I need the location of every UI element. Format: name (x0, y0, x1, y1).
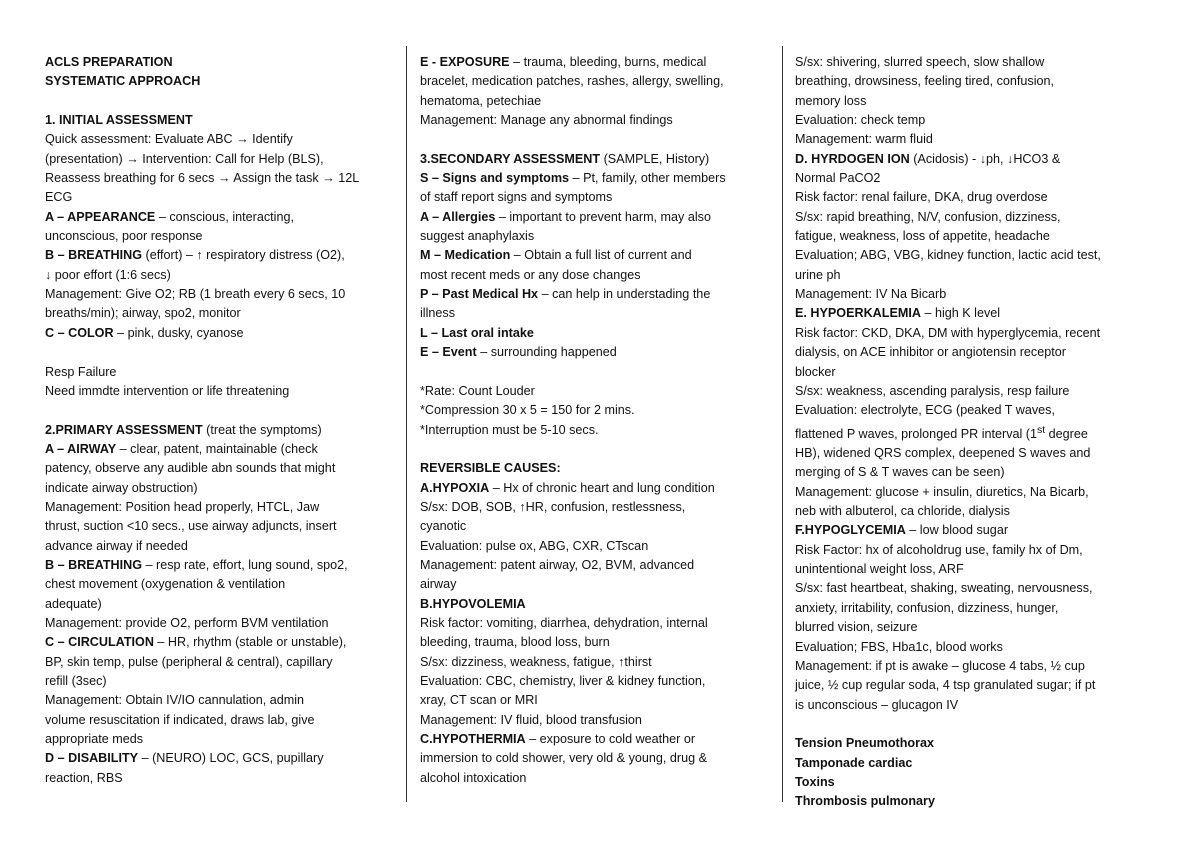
text-line (795, 130, 1155, 149)
text-segment: xray, CT scan or MRI (420, 693, 538, 708)
bold-heading: A – AIRWAY (45, 441, 117, 456)
text-line (45, 711, 397, 730)
text-segment: – high K level (920, 306, 1001, 321)
text-line (45, 575, 397, 594)
text-line (45, 595, 397, 614)
bold-heading: C – COLOR (45, 325, 114, 340)
bold-heading: E – Event (420, 345, 477, 360)
text-segment: (treat the symptoms) (202, 422, 322, 437)
text-segment: S/sx: dizziness, weakness, fatigue, ↑thirst (420, 654, 652, 669)
text-line (420, 150, 778, 169)
text-line (795, 696, 1155, 715)
text-segment: Management: if pt is awake – glucose 4 tabs, ½ cup (795, 658, 1085, 673)
text-segment: Quick assessment: Evaluate ABC → Identify (45, 132, 293, 147)
text-line (45, 363, 397, 382)
text-line (420, 382, 778, 401)
text-line (420, 324, 778, 343)
text-segment: Need immdte intervention or life threatening (45, 383, 290, 398)
text-segment: – exposure to cold weather or (525, 732, 696, 747)
text-segment: Resp Failure (45, 364, 117, 379)
text-line (795, 676, 1155, 695)
text-line (420, 517, 778, 536)
text-line (795, 579, 1155, 598)
blank-line (420, 130, 778, 149)
text-segment: ECG (45, 190, 73, 205)
blank-line (420, 440, 778, 459)
text-segment: dialysis, on ACE inhibitor or angiotensin receptor (795, 345, 1066, 360)
text-segment: Risk factor: CKD, DKA, DM with hyperglycemia, recent (795, 325, 1101, 340)
text-segment: HB), widened QRS complex, deepened S waves and (795, 446, 1091, 461)
text-segment: – Obtain a full list of current and (510, 248, 692, 263)
text-line (420, 72, 778, 91)
text-line (795, 111, 1155, 130)
text-line (420, 633, 778, 652)
text-line (795, 382, 1155, 401)
text-segment: Management: Obtain IV/IO cannulation, admin (45, 693, 305, 708)
text-line (45, 266, 397, 285)
text-line (795, 304, 1155, 323)
text-line (45, 150, 397, 169)
text-line (45, 188, 397, 207)
text-line (795, 227, 1155, 246)
text-line (45, 537, 397, 556)
text-segment: Evaluation: check temp (795, 113, 926, 128)
text-line (795, 541, 1155, 560)
text-line (420, 246, 778, 265)
text-segment: breaths/min); airway, spo2, monitor (45, 306, 241, 321)
text-line (795, 618, 1155, 637)
text-segment: Evaluation: pulse ox, ABG, CXR, CTscan (420, 538, 649, 553)
text-line (420, 285, 778, 304)
text-line (420, 188, 778, 207)
column-1 (45, 53, 397, 788)
text-line (795, 343, 1155, 362)
text-line (420, 672, 778, 691)
text-line (420, 421, 778, 440)
text-line (795, 285, 1155, 304)
text-segment: degree (1045, 426, 1088, 441)
text-segment: memory loss (795, 93, 867, 108)
blank-line (45, 92, 397, 111)
text-segment: – pink, dusky, cyanose (113, 325, 244, 340)
text-line (795, 150, 1155, 169)
column-divider-2 (782, 46, 783, 802)
text-segment: – important to prevent harm, may also (495, 209, 711, 224)
bold-heading: M – Medication (420, 248, 511, 263)
text-line (420, 749, 778, 768)
text-segment: *Compression 30 x 5 = 150 for 2 mins. (420, 403, 635, 418)
text-line (420, 595, 778, 614)
text-line (420, 691, 778, 710)
text-line (420, 304, 778, 323)
text-line (795, 53, 1155, 72)
text-line (420, 479, 778, 498)
bold-heading: Thrombosis pulmonary (795, 794, 935, 809)
text-line (795, 208, 1155, 227)
text-line (420, 556, 778, 575)
text-segment: Evaluation; FBS, Hba1c, blood works (795, 639, 1003, 654)
text-line (45, 169, 397, 188)
bold-heading: REVERSIBLE CAUSES: (420, 461, 561, 476)
bold-heading: E. HYPOERKALEMIA (795, 306, 921, 321)
bold-heading: Tamponade cardiac (795, 755, 913, 770)
text-segment: Reassess breathing for 6 secs → Assign the task → 12L (45, 171, 360, 186)
text-line (795, 266, 1155, 285)
text-line (420, 575, 778, 594)
text-segment: fatigue, weakness, loss of appetite, headache (795, 229, 1050, 244)
text-line (420, 769, 778, 788)
text-segment: – (NEURO) LOC, GCS, pupillary (138, 751, 324, 766)
text-line (795, 792, 1155, 811)
text-segment: Management: glucose + insulin, diuretics, Na Bicarb, (795, 484, 1089, 499)
text-segment: unconscious, poor response (45, 229, 203, 244)
bold-heading: B – BREATHING (45, 248, 143, 263)
text-segment: (effort) – ↑ respiratory distress (O2), (142, 248, 345, 263)
text-segment: immersion to cold shower, very old & young, drug & (420, 751, 707, 766)
text-line (45, 653, 397, 672)
text-line (795, 773, 1155, 792)
text-line (420, 459, 778, 478)
text-line (420, 711, 778, 730)
text-line (45, 479, 397, 498)
text-line (795, 169, 1155, 188)
text-segment: anxiety, irritability, confusion, dizziness, hunger, (795, 600, 1059, 615)
bold-heading: B – BREATHING (45, 557, 143, 572)
text-line (795, 502, 1155, 521)
text-line (45, 382, 397, 401)
text-line (795, 363, 1155, 382)
text-line (795, 599, 1155, 618)
text-line (45, 730, 397, 749)
text-line (420, 169, 778, 188)
text-segment: Risk factor: vomiting, diarrhea, dehydration, internal (420, 615, 708, 630)
text-segment: S/sx: DOB, SOB, ↑HR, confusion, restlessness, (420, 499, 686, 514)
bold-heading: S – Signs and symptoms (420, 171, 570, 186)
text-segment: Risk Factor: hx of alcoholdrug use, family hx of Dm, (795, 542, 1083, 557)
text-segment: – resp rate, effort, lung sound, spo2, (142, 557, 348, 572)
text-segment: Management: IV Na Bicarb (795, 287, 947, 302)
text-segment: unintentional weight loss, ARF (795, 562, 964, 577)
text-segment: refill (3sec) (45, 674, 107, 688)
text-line (795, 657, 1155, 676)
text-line (45, 304, 397, 323)
text-line (45, 227, 397, 246)
text-line (795, 463, 1155, 482)
text-line (420, 208, 778, 227)
text-segment: – surrounding happened (476, 345, 617, 360)
bold-heading: C – CIRCULATION (45, 635, 154, 650)
text-line (45, 749, 397, 768)
text-segment: Management: Manage any abnormal findings (420, 113, 673, 128)
text-line (795, 188, 1155, 207)
text-line (420, 343, 778, 362)
bold-heading: D – DISABILITY (45, 751, 139, 766)
text-line (420, 266, 778, 285)
text-line (45, 498, 397, 517)
text-line (420, 653, 778, 672)
text-segment: most recent meds or any dose changes (420, 267, 641, 282)
bold-heading: A – Allergies (420, 209, 496, 224)
blank-line (45, 343, 397, 362)
text-line (45, 285, 397, 304)
text-line (795, 521, 1155, 540)
text-line (45, 556, 397, 575)
column-3 (795, 53, 1155, 812)
text-segment: of staff report signs and symptoms (420, 190, 613, 205)
text-segment: *Interruption must be 5-10 secs. (420, 422, 599, 437)
text-segment: volume resuscitation if indicated, draws lab, give (45, 712, 315, 727)
text-line (45, 208, 397, 227)
text-line (795, 734, 1155, 753)
text-segment: ↓ poor effort (1:6 secs) (45, 267, 171, 282)
text-segment: – clear, patent, maintainable (check (116, 441, 318, 456)
text-segment: *Rate: Count Louder (420, 383, 535, 398)
text-segment: – low blood sugar (905, 523, 1009, 538)
text-line (45, 111, 397, 130)
bold-heading: A.HYPOXIA (420, 480, 490, 495)
text-line (420, 53, 778, 72)
bold-heading: E - EXPOSURE (420, 55, 510, 69)
text-segment: flattened P waves, prolonged PR interval (1 (795, 426, 1037, 441)
text-segment: (presentation) → Intervention: Call for Help (BLS), (45, 151, 324, 166)
text-segment: blocker (795, 364, 836, 379)
text-segment: S/sx: fast heartbeat, shaking, sweating, nervousness, (795, 581, 1093, 596)
blank-line (45, 401, 397, 420)
text-segment: – conscious, interacting, (155, 209, 294, 224)
text-line (420, 498, 778, 517)
text-segment: breathing, drowsiness, feeling tired, confusion, (795, 74, 1055, 89)
text-segment: reaction, RBS (45, 770, 123, 785)
text-segment: (Acidosis) - ↓ph, ↓HCO3 & (909, 151, 1061, 166)
text-segment: patency, observe any audible abn sounds that might (45, 461, 336, 476)
text-line (45, 633, 397, 652)
text-segment: – Hx of chronic heart and lung condition (489, 480, 715, 495)
text-line (795, 401, 1155, 420)
bold-heading: L – Last oral intake (420, 325, 534, 340)
text-segment: cyanotic (420, 519, 467, 534)
text-line (420, 111, 778, 130)
text-segment: S/sx: rapid breathing, N/V, confusion, dizziness, (795, 209, 1061, 224)
text-segment: Evaluation: electrolyte, ECG (peaked T waves, (795, 403, 1055, 418)
text-segment: – HR, rhythm (stable or unstable), (153, 635, 347, 650)
text-line (420, 401, 778, 420)
text-line (795, 246, 1155, 265)
text-segment: bleeding, trauma, blood loss, burn (420, 635, 610, 650)
text-segment: urine ph (795, 267, 841, 282)
text-segment: hematoma, petechiae (420, 93, 542, 108)
text-line (420, 730, 778, 749)
text-segment: merging of S & T waves can be seen) (795, 465, 1005, 480)
text-line (45, 246, 397, 265)
bold-heading: 2.PRIMARY ASSESSMENT (45, 422, 203, 437)
text-segment: adequate) (45, 596, 102, 611)
text-segment: – can help in understading the (538, 287, 711, 302)
text-line (45, 53, 397, 72)
blank-line (795, 715, 1155, 734)
superscript: st (1037, 423, 1046, 436)
text-segment: – trauma, bleeding, burns, medical (509, 55, 707, 69)
text-segment: neb with albuterol, ca chloride, dialysis (795, 504, 1010, 519)
bold-heading: A – APPEARANCE (45, 209, 156, 224)
text-line (795, 324, 1155, 343)
text-segment: BP, skin temp, pulse (peripheral & central), capillary (45, 654, 333, 669)
text-line (795, 72, 1155, 91)
text-segment: alcohol intoxication (420, 770, 527, 785)
text-line (420, 537, 778, 556)
text-line (795, 483, 1155, 502)
text-segment: Management: warm fluid (795, 132, 933, 147)
text-segment: blurred vision, seizure (795, 620, 918, 635)
text-line (45, 517, 397, 536)
bold-heading: P – Past Medical Hx (420, 287, 539, 302)
text-line (45, 672, 397, 691)
text-segment: Management: provide O2, perform BVM ventilation (45, 615, 329, 630)
text-segment: Evaluation: CBC, chemistry, liver & kidney function, (420, 674, 706, 688)
text-line (45, 459, 397, 478)
text-line (45, 72, 397, 91)
text-line (795, 92, 1155, 111)
blank-line (420, 363, 778, 382)
text-segment: S/sx: weakness, ascending paralysis, resp failure (795, 383, 1070, 398)
text-line (45, 691, 397, 710)
text-segment: illness (420, 306, 455, 321)
bold-heading: C.HYPOTHERMIA (420, 732, 526, 747)
text-segment: chest movement (oxygenation & ventilation (45, 577, 286, 592)
text-line (45, 769, 397, 788)
bold-heading: 3.SECONDARY ASSESSMENT (420, 151, 601, 166)
text-line (45, 130, 397, 149)
text-segment: Management: Position head properly, HTCL, Jaw (45, 499, 320, 514)
text-line (795, 421, 1155, 445)
text-segment: Management: patent airway, O2, BVM, advanced (420, 557, 695, 572)
text-line (420, 227, 778, 246)
bold-heading: Tension Pneumothorax (795, 736, 935, 751)
bold-heading: D. HYRDOGEN ION (795, 151, 910, 166)
column-divider-1 (406, 46, 407, 802)
text-line (45, 440, 397, 459)
text-segment: bracelet, medication patches, rashes, allergy, swelling, (420, 74, 724, 89)
text-segment: suggest anaphylaxis (420, 229, 535, 244)
text-line (795, 638, 1155, 657)
text-segment: airway (420, 577, 457, 592)
text-segment: indicate airway obstruction) (45, 480, 198, 495)
text-line (795, 754, 1155, 773)
text-line (420, 614, 778, 633)
text-line (420, 92, 778, 111)
text-segment: Management: IV fluid, blood transfusion (420, 712, 642, 727)
text-segment: Normal PaCO2 (795, 171, 881, 186)
text-segment: is unconscious – glucagon IV (795, 697, 959, 712)
text-segment: juice, ½ cup regular soda, 4 tsp granulated sugar; if pt (795, 678, 1096, 693)
text-line (45, 421, 397, 440)
text-line (795, 444, 1155, 463)
text-segment: Management: Give O2; RB (1 breath every 6 secs, 10 (45, 287, 346, 302)
bold-heading: 1. INITIAL ASSESSMENT (45, 113, 193, 128)
text-line (45, 614, 397, 633)
text-segment: S/sx: shivering, slurred speech, slow shallow (795, 55, 1045, 69)
bold-heading: F.HYPOGLYCEMIA (795, 523, 906, 538)
bold-heading: ACLS PREPARATION (45, 55, 173, 69)
text-segment: Risk factor: renal failure, DKA, drug overdose (795, 190, 1048, 205)
text-segment: (SAMPLE, History) (600, 151, 710, 166)
text-segment: advance airway if needed (45, 538, 188, 553)
text-segment: – Pt, family, other members (569, 171, 726, 186)
column-2 (420, 53, 778, 788)
text-line (45, 324, 397, 343)
bold-heading: SYSTEMATIC APPROACH (45, 74, 201, 89)
text-segment: appropriate meds (45, 732, 144, 747)
text-line (795, 560, 1155, 579)
bold-heading: B.HYPOVOLEMIA (420, 596, 526, 611)
text-segment: Evaluation; ABG, VBG, kidney function, lactic acid test, (795, 248, 1101, 263)
text-segment: thrust, suction <10 secs., use airway adjuncts, insert (45, 519, 337, 534)
bold-heading: Toxins (795, 774, 835, 789)
